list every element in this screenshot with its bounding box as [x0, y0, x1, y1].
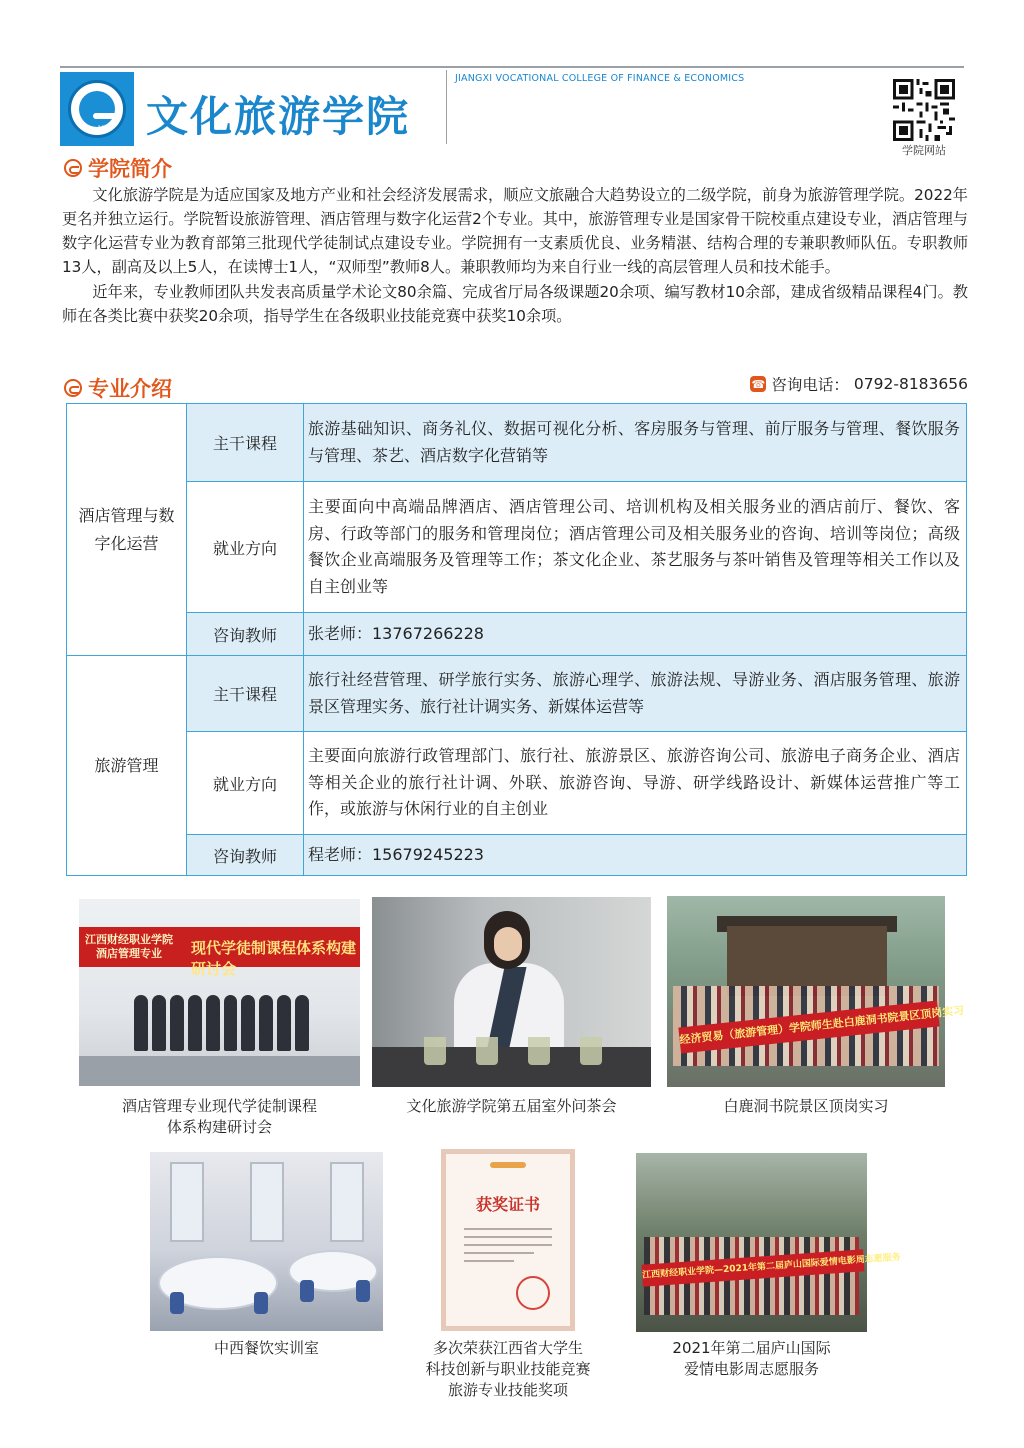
section-bullet-icon	[64, 379, 82, 397]
photo-caption: 酒店管理专业现代学徒制课程 体系构建研讨会	[121, 1097, 317, 1136]
jobs-label: 就业方向	[187, 732, 304, 835]
section-bullet-icon	[64, 159, 82, 177]
photo-caption: 中西餐饮实训室	[213, 1339, 319, 1357]
table-row	[67, 482, 967, 613]
courses-content: 旅行社经营管理、研学旅行实务、旅游心理学、旅游法规、导游业务、酒店服务管理、旅游景区管理实务、旅行社计调实务、新媒体运营等	[304, 656, 967, 732]
seminar-banner	[79, 927, 360, 978]
majors-heading	[64, 373, 172, 403]
consult-phone	[750, 373, 968, 395]
teacher-content: 张老师：13767266228	[304, 613, 967, 656]
photo-tea-ceremony	[372, 897, 651, 1087]
photo-award-certificate	[441, 1149, 575, 1331]
intro-heading	[64, 153, 172, 183]
seal-icon	[516, 1276, 550, 1310]
table-row	[67, 656, 967, 732]
volunteer-banner: 江西财经职业学院—2021年第二届庐山国际爱情电影周志愿服务	[642, 1249, 865, 1286]
major-name-tourism: 旅游管理	[67, 656, 187, 876]
logo-year: 1960	[97, 125, 113, 132]
college-logo	[60, 72, 134, 146]
photo-caption: 多次荣获江西省大学生 科技创新与职业技能竞赛 旅游专业技能奖项	[425, 1339, 591, 1399]
banner-school: 江西财经职业学院	[85, 933, 173, 946]
courses-content: 旅游基础知识、商务礼仪、数据可视化分析、客房服务与管理、前厅服务与管理、餐饮服务与管理、茶艺、酒店数字化营销等	[304, 404, 967, 482]
logo-emblem-icon	[68, 80, 126, 138]
teacher-label: 咨询教师	[187, 835, 304, 876]
majors-heading-text: 专业介绍	[88, 377, 172, 401]
intro-body	[62, 183, 968, 329]
qr-caption: 学院网站	[902, 144, 946, 157]
banner-major: 酒店管理专业	[96, 947, 162, 960]
table-row	[67, 835, 967, 876]
photo-bailudong-internship	[667, 896, 965, 1087]
photo-caption: 文化旅游学院第五届室外问茶会	[406, 1097, 617, 1115]
photo-film-week-volunteers	[636, 1153, 902, 1332]
internship-banner: 经济贸易（旅游管理）学院师生赴白鹿洞书院景区顶岗实习	[678, 1000, 939, 1053]
photo-caption: 白鹿洞书院景区顶岗实习	[723, 1097, 889, 1115]
teacher-label: 咨询教师	[187, 613, 304, 656]
majors-table	[66, 403, 967, 876]
teacher-content: 程老师：15679245223	[304, 835, 967, 876]
college-english-name: JIANGXI VOCATIONAL COLLEGE OF FINANCE & ECONOMICS	[455, 73, 745, 84]
jobs-label: 就业方向	[187, 482, 304, 613]
group-of-people	[134, 991, 309, 1051]
phone-label: 咨询电话：	[771, 376, 849, 394]
photo-seminar	[79, 899, 360, 1086]
jobs-content: 主要面向旅游行政管理部门、旅行社、旅游景区、旅游咨询公司、旅游电子商务企业、酒店等相关企业的旅行社计调、外联、旅游咨询、导游、研学线路设计、新媒体运营推广等工作，或旅游与休闲行业的自主创业	[304, 732, 967, 835]
courses-label: 主干课程	[187, 656, 304, 732]
phone-icon: ☎	[751, 377, 766, 391]
header-top-rule	[60, 66, 964, 68]
intro-heading-text: 学院简介	[88, 157, 172, 181]
intro-paragraph: 文化旅游学院是为适应国家及地方产业和社会经济发展需求，顺应文旅融合大趋势设立的二级学院，前身为旅游管理学院。2022年更名并独立运行。学院暂设旅游管理、酒店管理与数字化运营2个专业。其中，旅游管理专业是国家骨干院校重点建设专业，酒店管理与数字化运营专业为教育部第三批现代学徒制试点建设专业。学院拥有一支素质优良、业务精湛、结构合理的专兼职教师队伍。专职教师13人，副高及以上5人，在读博士1人，“双师型”教师8人。兼职教师均为来自行业一线的高层管理人员和技术能手。	[62, 186, 968, 276]
photo-dining-training-room	[150, 1152, 383, 1331]
table-row	[67, 613, 967, 656]
major-name-hotel: 酒店管理与数字化运营	[67, 404, 187, 656]
photo-caption: 2021年第二届庐山国际 爱情电影周志愿服务	[672, 1339, 831, 1378]
qr-code-icon[interactable]	[893, 79, 955, 141]
phone-number[interactable]: 0792-8183656	[853, 375, 968, 393]
table-row	[67, 732, 967, 835]
banner-title: 现代学徒制课程体系构建研讨会	[191, 939, 357, 978]
table-row	[67, 404, 967, 482]
header-divider	[446, 70, 447, 144]
jobs-content: 主要面向中高端品牌酒店、酒店管理公司、培训机构及相关服务业的酒店前厅、餐饮、客房、行政等部门的服务和管理岗位；酒店管理公司及相关服务业的咨询、培训等岗位；高级餐饮企业高端服务及管理等工作；茶文化企业、茶艺服务与茶叶销售及管理等相关工作以及自主创业等	[304, 482, 967, 613]
certificate-title: 获奖证书	[475, 1195, 540, 1214]
page-title: 文化旅游学院	[146, 92, 411, 141]
intro-paragraph: 近年来，专业教师团队共发表高质量学术论文80余篇、完成省厅局各级课题20余项、编写教材10余部，建成省级精品课程4门。教师在各类比赛中获奖20余项，指导学生在各级职业技能竞赛中获奖10余项。	[62, 283, 968, 325]
courses-label: 主干课程	[187, 404, 304, 482]
